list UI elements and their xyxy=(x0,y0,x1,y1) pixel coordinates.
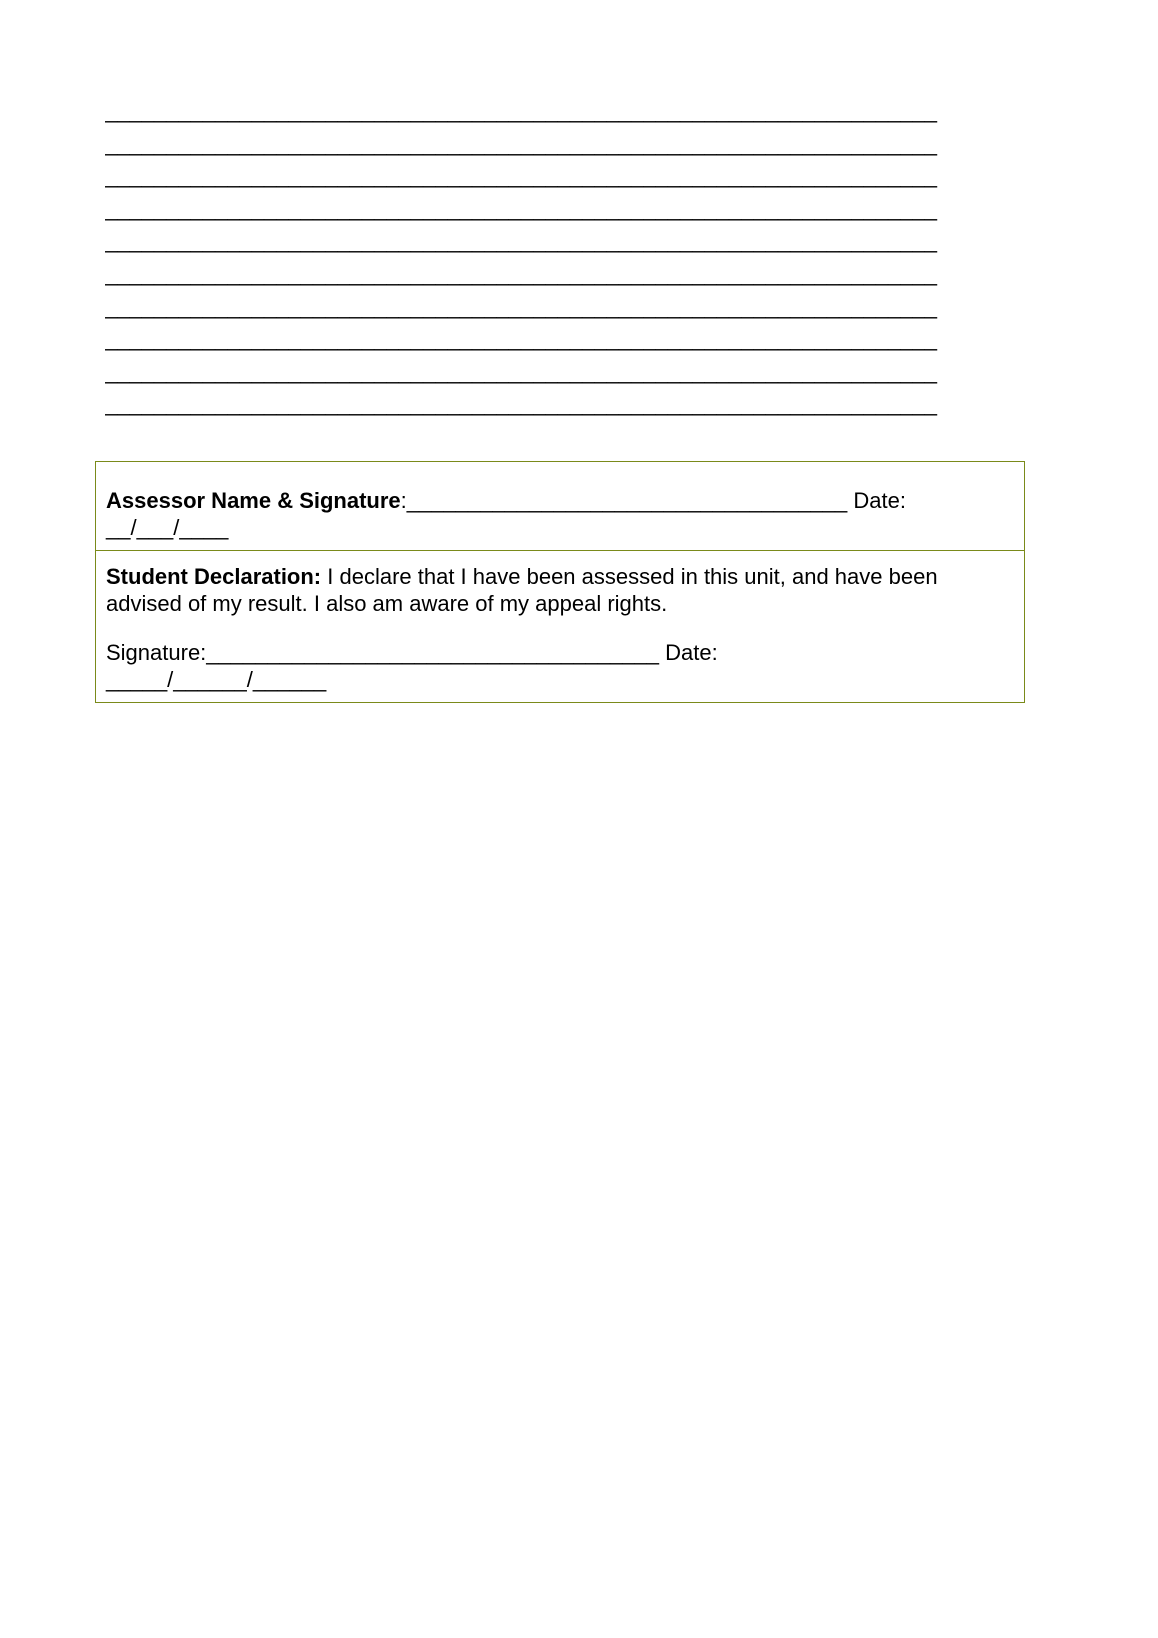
assessor-label: Assessor Name & Signature xyxy=(106,488,401,513)
answer-line[interactable]: ____________________________________________________________________ xyxy=(105,293,938,319)
answer-line[interactable]: ____________________________________________________________________ xyxy=(105,98,938,123)
student-declaration xyxy=(106,563,1014,617)
student-declaration-cell xyxy=(96,551,1025,703)
answer-line[interactable]: ____________________________________________________________________ xyxy=(105,358,938,384)
assessor-signature-cell xyxy=(96,462,1025,551)
assessor-signature-field[interactable]: :____________________________________ xyxy=(400,488,848,513)
answer-line[interactable]: ____________________________________________________________________ xyxy=(105,228,938,254)
student-date-label: Date: xyxy=(659,640,718,665)
answer-line[interactable]: ____________________________________________________________________ xyxy=(105,195,938,221)
answer-lines xyxy=(105,95,995,421)
student-signature-row xyxy=(106,617,1014,693)
signature-table xyxy=(95,461,1025,703)
student-date-field[interactable]: _____/______/______ xyxy=(106,667,327,692)
student-signature-label: Signature: xyxy=(106,640,207,665)
answer-line[interactable]: ____________________________________________________________________ xyxy=(105,391,938,417)
student-declaration-text: I declare that I have been assessed in this unit, and have been advised of my result. I also am aware of my appeal rights. xyxy=(106,564,938,616)
answer-line[interactable]: ____________________________________________________________________ xyxy=(105,260,938,286)
answer-line[interactable]: ____________________________________________________________________ xyxy=(105,163,938,189)
assessor-date-label: Date: xyxy=(847,488,906,513)
answer-line[interactable]: ____________________________________________________________________ xyxy=(105,130,938,156)
answer-line[interactable]: ____________________________________________________________________ xyxy=(105,326,938,352)
assessor-date-field[interactable]: __/___/____ xyxy=(106,515,229,540)
student-signature-field[interactable]: _____________________________________ xyxy=(206,640,660,665)
student-declaration-label: Student Declaration: xyxy=(106,564,322,589)
